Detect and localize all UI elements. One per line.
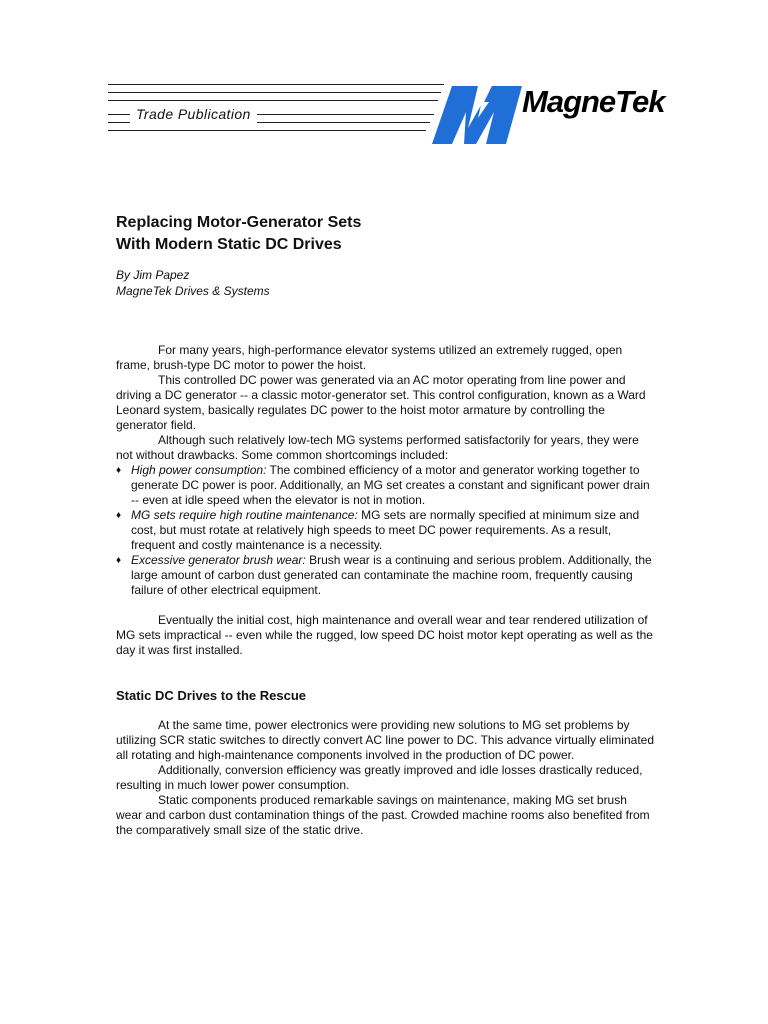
- item-lead: High power consumption:: [131, 463, 267, 477]
- diamond-bullet-icon: ♦: [116, 465, 122, 476]
- publication-label: Trade Publication: [130, 105, 257, 123]
- diamond-bullet-icon: ♦: [116, 510, 122, 521]
- intro-section: [116, 343, 656, 598]
- byline: [116, 267, 270, 299]
- rescue-section: [116, 718, 656, 838]
- title-line-2: With Modern Static DC Drives: [116, 236, 342, 253]
- item-lead: MG sets require high routine maintenance:: [131, 508, 358, 522]
- masthead-rules: [108, 78, 446, 148]
- masthead: [108, 78, 708, 148]
- magnetek-logo-icon: [430, 82, 530, 146]
- author: By Jim Papez: [116, 268, 190, 282]
- diamond-bullet-icon: ♦: [116, 555, 122, 566]
- paragraph: Static components produced remarkable savings on maintenance, making MG set brush wear and carbon dust contamination things of the past. Crowded machine rooms also benefited from the comparatively small size of the static drive.: [116, 793, 650, 837]
- rule-line: [108, 84, 444, 85]
- rule-line: [108, 130, 426, 131]
- section-heading: Static DC Drives to the Rescue: [116, 688, 307, 703]
- brand-wordmark: MagneTek: [522, 84, 665, 119]
- paragraph: At the same time, power electronics were providing new solutions to MG set problems by utilizing SCR static switches to directly convert AC line power to DC. This advance virtually eliminated all rotating and high-maintenance components involved in the production of DC power.: [116, 718, 654, 762]
- item-text: The combined efficiency of a motor and generator working together to generate DC power is poor. Additionally, an MG set creates a constant and significant power drain -- even at idle speed when the elevator is not in motion.: [131, 463, 650, 507]
- article-title: [116, 212, 361, 256]
- shortcomings-list: [116, 463, 656, 598]
- rule-line: [108, 92, 441, 93]
- paragraph: Eventually the initial cost, high maintenance and overall wear and tear rendered utilization of MG sets impractical -- even while the rugged, low speed DC hoist motor kept operating as well as the day it was first installed.: [116, 613, 653, 657]
- paragraph: Although such relatively low-tech MG systems performed satisfactorily for years, they were not without drawbacks. Some common shortcomings included:: [116, 433, 639, 462]
- paragraph: Additionally, conversion efficiency was greatly improved and idle losses drastically reduced, resulting in much lower power consumption.: [116, 763, 643, 792]
- list-item: [116, 508, 656, 553]
- item-lead: Excessive generator brush wear:: [131, 553, 306, 567]
- list-item: [116, 553, 656, 598]
- closing-section: [116, 613, 656, 658]
- title-line-1: Replacing Motor-Generator Sets: [116, 214, 362, 231]
- paragraph: For many years, high-performance elevator systems utilized an extremely rugged, open frame, brush-type DC motor to power the hoist.: [116, 343, 623, 372]
- paragraph: This controlled DC power was generated via an AC motor operating from line power and driving a DC generator -- a classic motor-generator set. This control configuration, known as a Ward Leonard system, basically regulates DC power to the hoist motor armature by controlling the generator field.: [116, 373, 646, 432]
- rule-line: [108, 100, 438, 101]
- item-text: MG sets are normally specified at minimum size and cost, but must rotate at relatively high speeds to meet DC power requirements. As a result, frequent and costly maintenance is a necessity.: [131, 508, 640, 552]
- affiliation: MagneTek Drives & Systems: [116, 284, 270, 298]
- list-item: [116, 463, 656, 508]
- item-text: Brush wear is a continuing and serious problem. Additionally, the large amount of carbon dust generated can contaminate the machine room, frequently causing failure of other electrical equipment.: [131, 553, 652, 597]
